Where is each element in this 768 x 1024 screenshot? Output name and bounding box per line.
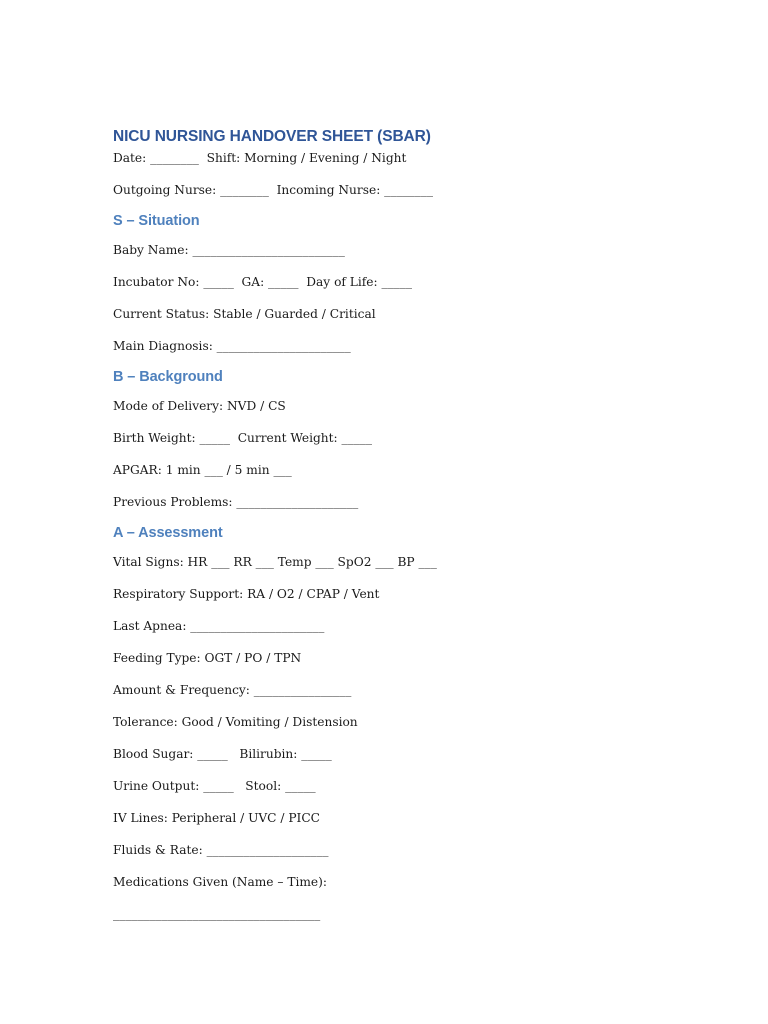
situation-section — [113, 240, 713, 356]
amount-frequency-line: Amount & Frequency: ________________ — [113, 683, 352, 697]
background-heading: B – Background — [113, 369, 223, 385]
nurse-names-line: Outgoing Nurse: ________ Incoming Nurse: ________ — [113, 183, 433, 197]
current-status-line: Current Status: Stable / Guarded / Critical — [113, 307, 376, 321]
baby-name-line: Baby Name: _________________________ — [113, 243, 345, 257]
assessment-section — [113, 552, 713, 924]
document-title: NICU NURSING HANDOVER SHEET (SBAR) — [113, 128, 431, 145]
vital-signs-line: Vital Signs: HR ___ RR ___ Temp ___ SpO2 ___ BP ___ — [113, 555, 437, 569]
medications-given-line: Medications Given (Name – Time): — [113, 875, 328, 889]
handover-sheet — [113, 126, 713, 924]
weight-line: Birth Weight: _____ Current Weight: _____ — [113, 431, 372, 445]
delivery-mode-line: Mode of Delivery: NVD / CS — [113, 399, 286, 413]
date-shift-line: Date: ________ Shift: Morning / Evening / Night — [113, 151, 407, 165]
fluids-rate-line: Fluids & Rate: ____________________ — [113, 843, 329, 857]
urine-output-line: Urine Output: _____ Stool: _____ — [113, 779, 316, 793]
previous-problems-line: Previous Problems: ____________________ — [113, 495, 359, 509]
medications-blank-line: __________________________________ — [113, 907, 321, 921]
feeding-type-line: Feeding Type: OGT / PO / TPN — [113, 651, 302, 665]
iv-lines-line: IV Lines: Peripheral / UVC / PICC — [113, 811, 320, 825]
respiratory-support-line: Respiratory Support: RA / O2 / CPAP / Vent — [113, 587, 380, 601]
blood-sugar-line: Blood Sugar: _____ Bilirubin: _____ — [113, 747, 332, 761]
assessment-heading: A – Assessment — [113, 525, 223, 541]
last-apnea-line: Last Apnea: ______________________ — [113, 619, 325, 633]
apgar-line: APGAR: 1 min ___ / 5 min ___ — [113, 463, 292, 477]
situation-heading: S – Situation — [113, 213, 200, 229]
background-section — [113, 396, 713, 512]
main-diagnosis-line: Main Diagnosis: ______________________ — [113, 339, 351, 353]
tolerance-line: Tolerance: Good / Vomiting / Distension — [113, 715, 358, 729]
incubator-line: Incubator No: _____ GA: _____ Day of Life: _____ — [113, 275, 412, 289]
